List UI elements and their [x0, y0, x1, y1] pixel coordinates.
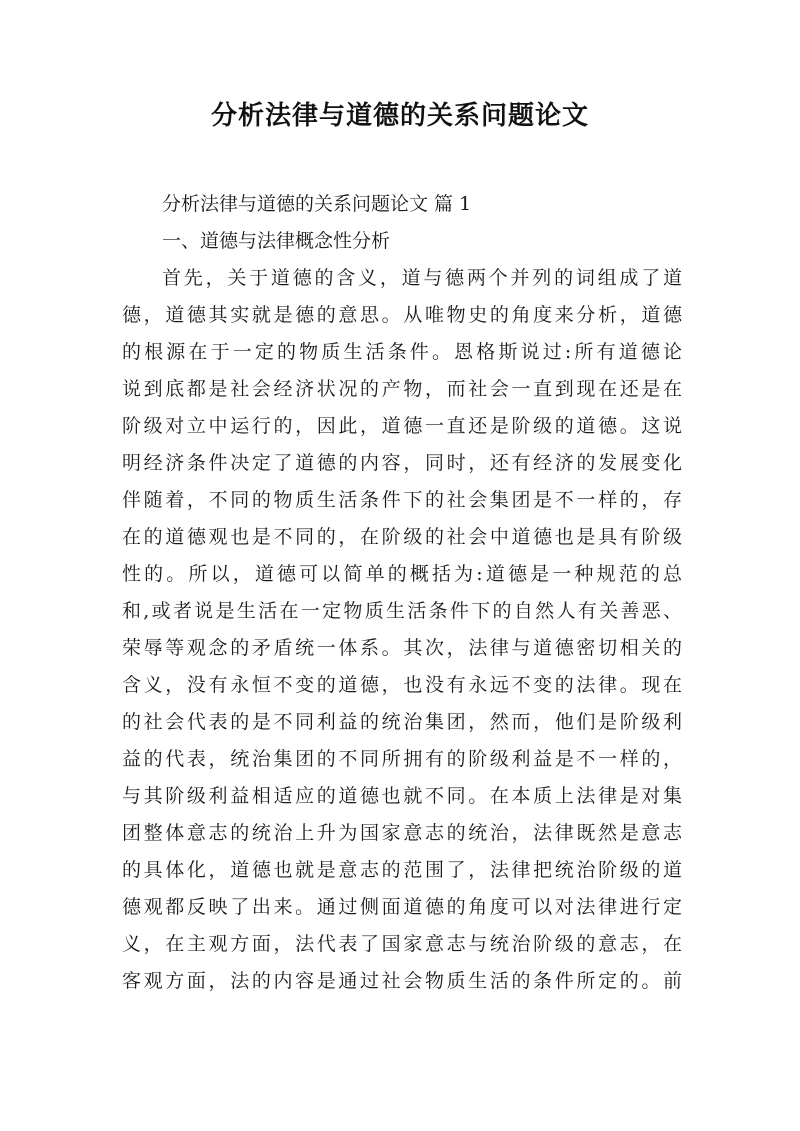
- paragraph-line: 含义，没有永恒不变的道德，也没有永远不变的法律。现在: [122, 674, 682, 696]
- paragraph-line: 客观方面，法的内容是通过社会物质生活的条件所定的。前: [122, 970, 682, 992]
- paragraph-line: 的社会代表的是不同利益的统治集团，然而，他们是阶级利: [122, 711, 682, 733]
- paragraph-line: 的具体化，道德也就是意志的范围了，法律把统治阶级的道: [122, 859, 682, 881]
- paragraph-line: 荣辱等观念的矛盾统一体系。其次，法律与道德密切相关的: [122, 637, 682, 659]
- paragraph-line: 义，在主观方面，法代表了国家意志与统治阶级的意志，在: [122, 933, 682, 955]
- paragraph-line: 益的代表，统治集团的不同所拥有的阶级利益是不一样的，: [122, 748, 682, 770]
- section-heading: 一、道德与法律概念性分析: [162, 230, 391, 252]
- paragraph-line: 说到底都是社会经济状况的产物，而社会一直到现在还是在: [122, 378, 682, 400]
- paragraph-line: 和,或者说是生活在一定物质生活条件下的自然人有关善恶、: [122, 600, 682, 622]
- paragraph-line: 与其阶级利益相适应的道德也就不同。在本质上法律是对集: [122, 785, 682, 807]
- paragraph-line: 团整体意志的统治上升为国家意志的统治，法律既然是意志: [122, 822, 682, 844]
- paragraph-line: 性的。所以，道德可以简单的概括为:道德是一种规范的总: [122, 563, 682, 585]
- paragraph-line: 德，道德其实就是德的意思。从唯物史的角度来分析，道德: [122, 304, 682, 326]
- paragraph-line: 在的道德观也是不同的，在阶级的社会中道德也是具有阶级: [122, 526, 682, 548]
- subtitle: 分析法律与道德的关系问题论文 篇 1: [162, 193, 472, 215]
- paragraph-line: 首先，关于道德的含义，道与德两个并列的词组成了道: [162, 267, 682, 289]
- paragraph-line: 德观都反映了出来。通过侧面道德的角度可以对法律进行定: [122, 896, 682, 918]
- paragraph-line: 伴随着，不同的物质生活条件下的社会集团是不一样的，存: [122, 489, 682, 511]
- paragraph-line: 的根源在于一定的物质生活条件。恩格斯说过:所有道德论: [122, 341, 682, 363]
- paragraph-line: 阶级对立中运行的，因此，道德一直还是阶级的道德。这说: [122, 415, 682, 437]
- document-body: [122, 186, 682, 992]
- document-title: 分析法律与道德的关系问题论文: [210, 101, 589, 131]
- paragraph-line: 明经济条件决定了道德的内容，同时，还有经济的发展变化: [122, 452, 682, 474]
